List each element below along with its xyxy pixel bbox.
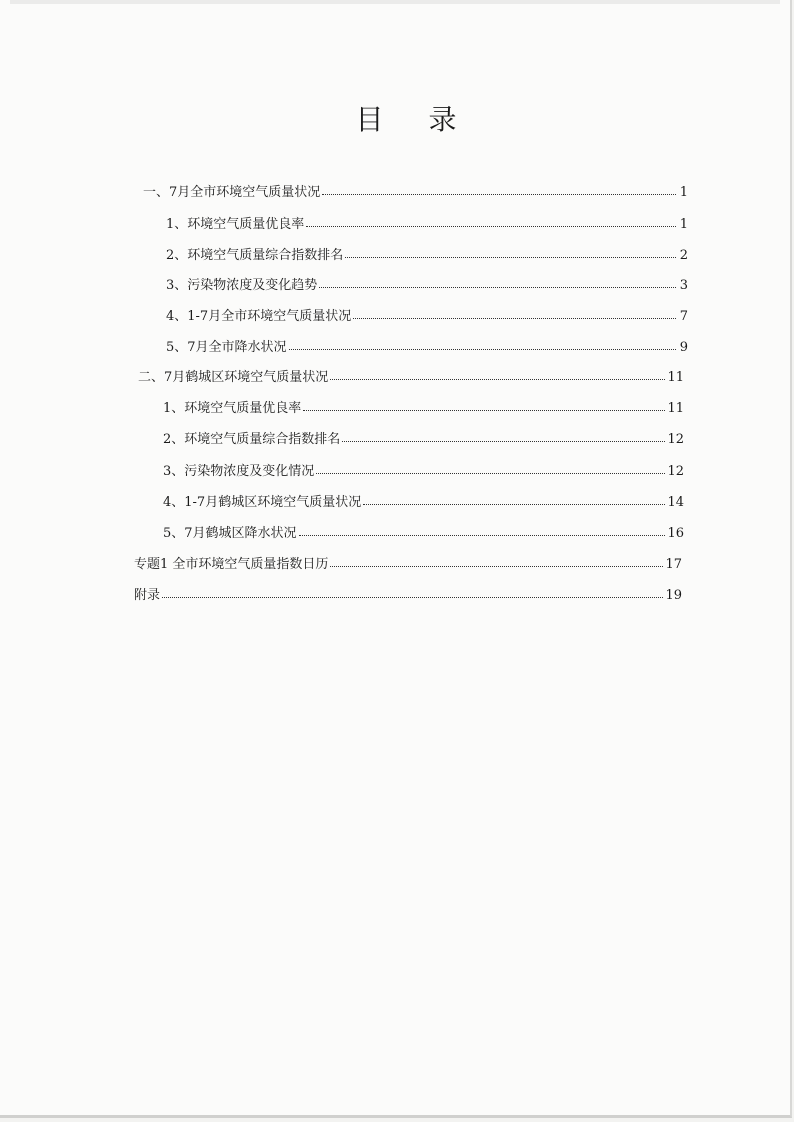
- toc-entry-label: 一、7月全市环境空气质量状况: [143, 185, 321, 200]
- toc-leader-dots: [319, 286, 676, 288]
- toc-entry-page: 14: [667, 495, 684, 510]
- toc-entry-page: 9: [679, 340, 688, 355]
- toc-entry-label: 2、环境空气质量综合指数排名: [166, 248, 344, 263]
- toc-entry-page: 12: [667, 432, 684, 447]
- toc-leader-dots: [345, 256, 676, 258]
- toc-entry[interactable]: [166, 302, 688, 324]
- scan-edge: [10, 0, 780, 4]
- toc-entry[interactable]: [163, 425, 684, 447]
- toc-entry-label: 5、7月鹤城区降水状况: [163, 526, 297, 541]
- toc-entry-page: 1: [679, 185, 688, 200]
- toc-entry[interactable]: [166, 241, 688, 263]
- toc-entry-page: 1: [679, 217, 688, 232]
- toc-entry-label: 附录: [134, 588, 161, 603]
- toc-leader-dots: [363, 503, 665, 505]
- toc-entry[interactable]: [166, 210, 688, 232]
- toc-entry[interactable]: [134, 550, 682, 572]
- toc-entry[interactable]: [134, 581, 682, 603]
- toc-leader-dots: [162, 596, 663, 598]
- toc-leader-dots: [330, 565, 663, 567]
- toc-entry-label: 5、7月全市降水状况: [166, 340, 287, 355]
- toc-leader-dots: [330, 378, 665, 380]
- toc-leader-dots: [303, 409, 665, 411]
- toc-entry-page: 11: [667, 401, 684, 416]
- toc-leader-dots: [306, 225, 676, 227]
- page-title: 目 录: [355, 103, 475, 136]
- toc-entry-page: 2: [679, 248, 688, 263]
- toc-entry[interactable]: [166, 271, 688, 293]
- toc-entry[interactable]: [163, 394, 684, 416]
- toc-entry-label: 4、1-7月鹤城区环境空气质量状况: [163, 495, 362, 510]
- toc-entry[interactable]: [163, 457, 684, 479]
- toc-entry-page: 19: [665, 588, 682, 603]
- toc-entry-label: 2、环境空气质量综合指数排名: [163, 432, 341, 447]
- toc-entry[interactable]: [163, 488, 684, 510]
- toc-entry-label: 4、1-7月全市环境空气质量状况: [166, 309, 352, 324]
- toc-leader-dots: [316, 472, 665, 474]
- toc-entry-page: 16: [667, 526, 684, 541]
- toc-entry-label: 1、环境空气质量优良率: [163, 401, 302, 416]
- toc-entry-page: 7: [679, 309, 688, 324]
- toc-leader-dots: [322, 193, 676, 195]
- toc-entry-page: 17: [665, 557, 682, 572]
- toc-leader-dots: [342, 440, 665, 442]
- toc-leader-dots: [289, 348, 676, 350]
- toc-entry[interactable]: [163, 519, 684, 541]
- toc-leader-dots: [353, 317, 676, 319]
- toc-entry-label: 专题1 全市环境空气质量指数日历: [134, 557, 329, 572]
- toc-entry-page: 12: [667, 464, 684, 479]
- toc-entry-label: 1、环境空气质量优良率: [166, 217, 305, 232]
- toc-entry[interactable]: [143, 178, 688, 200]
- toc-entry-label: 3、污染物浓度及变化趋势: [166, 278, 318, 293]
- toc-entry-page: 11: [667, 370, 684, 385]
- toc-entry-label: 二、7月鹤城区环境空气质量状况: [138, 370, 329, 385]
- toc-entry[interactable]: [138, 363, 684, 385]
- toc-entry-page: 3: [679, 278, 688, 293]
- toc-entry[interactable]: [166, 333, 688, 355]
- toc-entry-label: 3、污染物浓度及变化情况: [163, 464, 315, 479]
- toc-leader-dots: [299, 534, 666, 536]
